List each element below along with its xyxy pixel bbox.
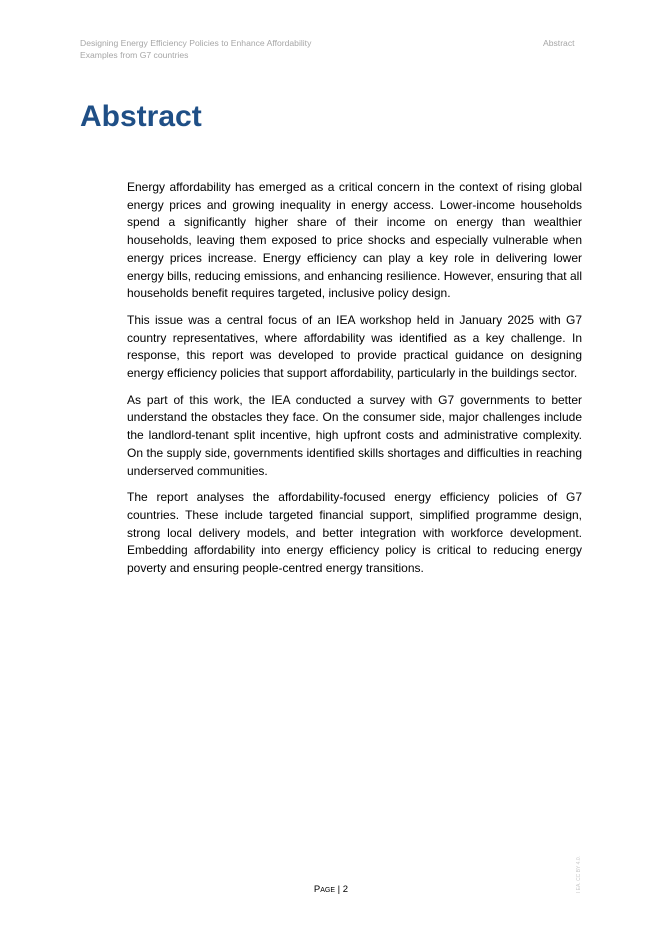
page-number: 2 (342, 884, 349, 895)
abstract-paragraph-2: This issue was a central focus of an IEA workshop held in January 2025 with G7 country representatives, where affordability was identified as a key challenge. In response, this report was developed to provide practical guidance on designing energy efficiency policies that support affordability, particularly in the buildings sector. (127, 312, 582, 381)
abstract-body (127, 179, 582, 587)
license-mark: I EA. CC BY 4.0. (576, 856, 582, 894)
running-header-title-block (80, 38, 460, 61)
section-name: Abstract (543, 38, 575, 48)
page-label: Page (313, 884, 336, 895)
abstract-paragraph-1: Energy affordability has emerged as a critical concern in the context of rising global energy prices and growing inequality in energy access. Lower-income households spend a significantly higher share of their income on energy than wealthier households, leaving them exposed to price shocks and especially vulnerable when energy prices increase. Energy efficiency can play a key role in delivering lower energy bills, reducing emissions, and enhancing resilience. However, ensuring that all households benefit requires targeted, inclusive policy design. (127, 180, 582, 301)
abstract-paragraph-3: As part of this work, the IEA conducted a survey with G7 governments to better understand the obstacles they face. On the consumer side, major challenges include the landlord-tenant split incentive, high upfront costs and administrative complexity. On the supply side, governments identified skills shortages and difficulties in reaching underserved communities. (127, 392, 582, 478)
abstract-paragraph-4: The report analyses the affordability-focused energy efficiency policies of G7 countries. These include targeted financial support, simplified programme design, strong local delivery models, and better integration with workforce development. Embedding affordability into energy efficiency policy is critical to reducing energy poverty and ensuring people-centred energy transitions. (127, 490, 582, 576)
report-title: Designing Energy Efficiency Policies to Enhance Affordability (80, 38, 312, 48)
report-subtitle: Examples from G7 countries (80, 49, 189, 60)
page-title: Abstract (80, 100, 202, 133)
page-separator: | (335, 884, 343, 895)
page-footer (0, 884, 662, 895)
